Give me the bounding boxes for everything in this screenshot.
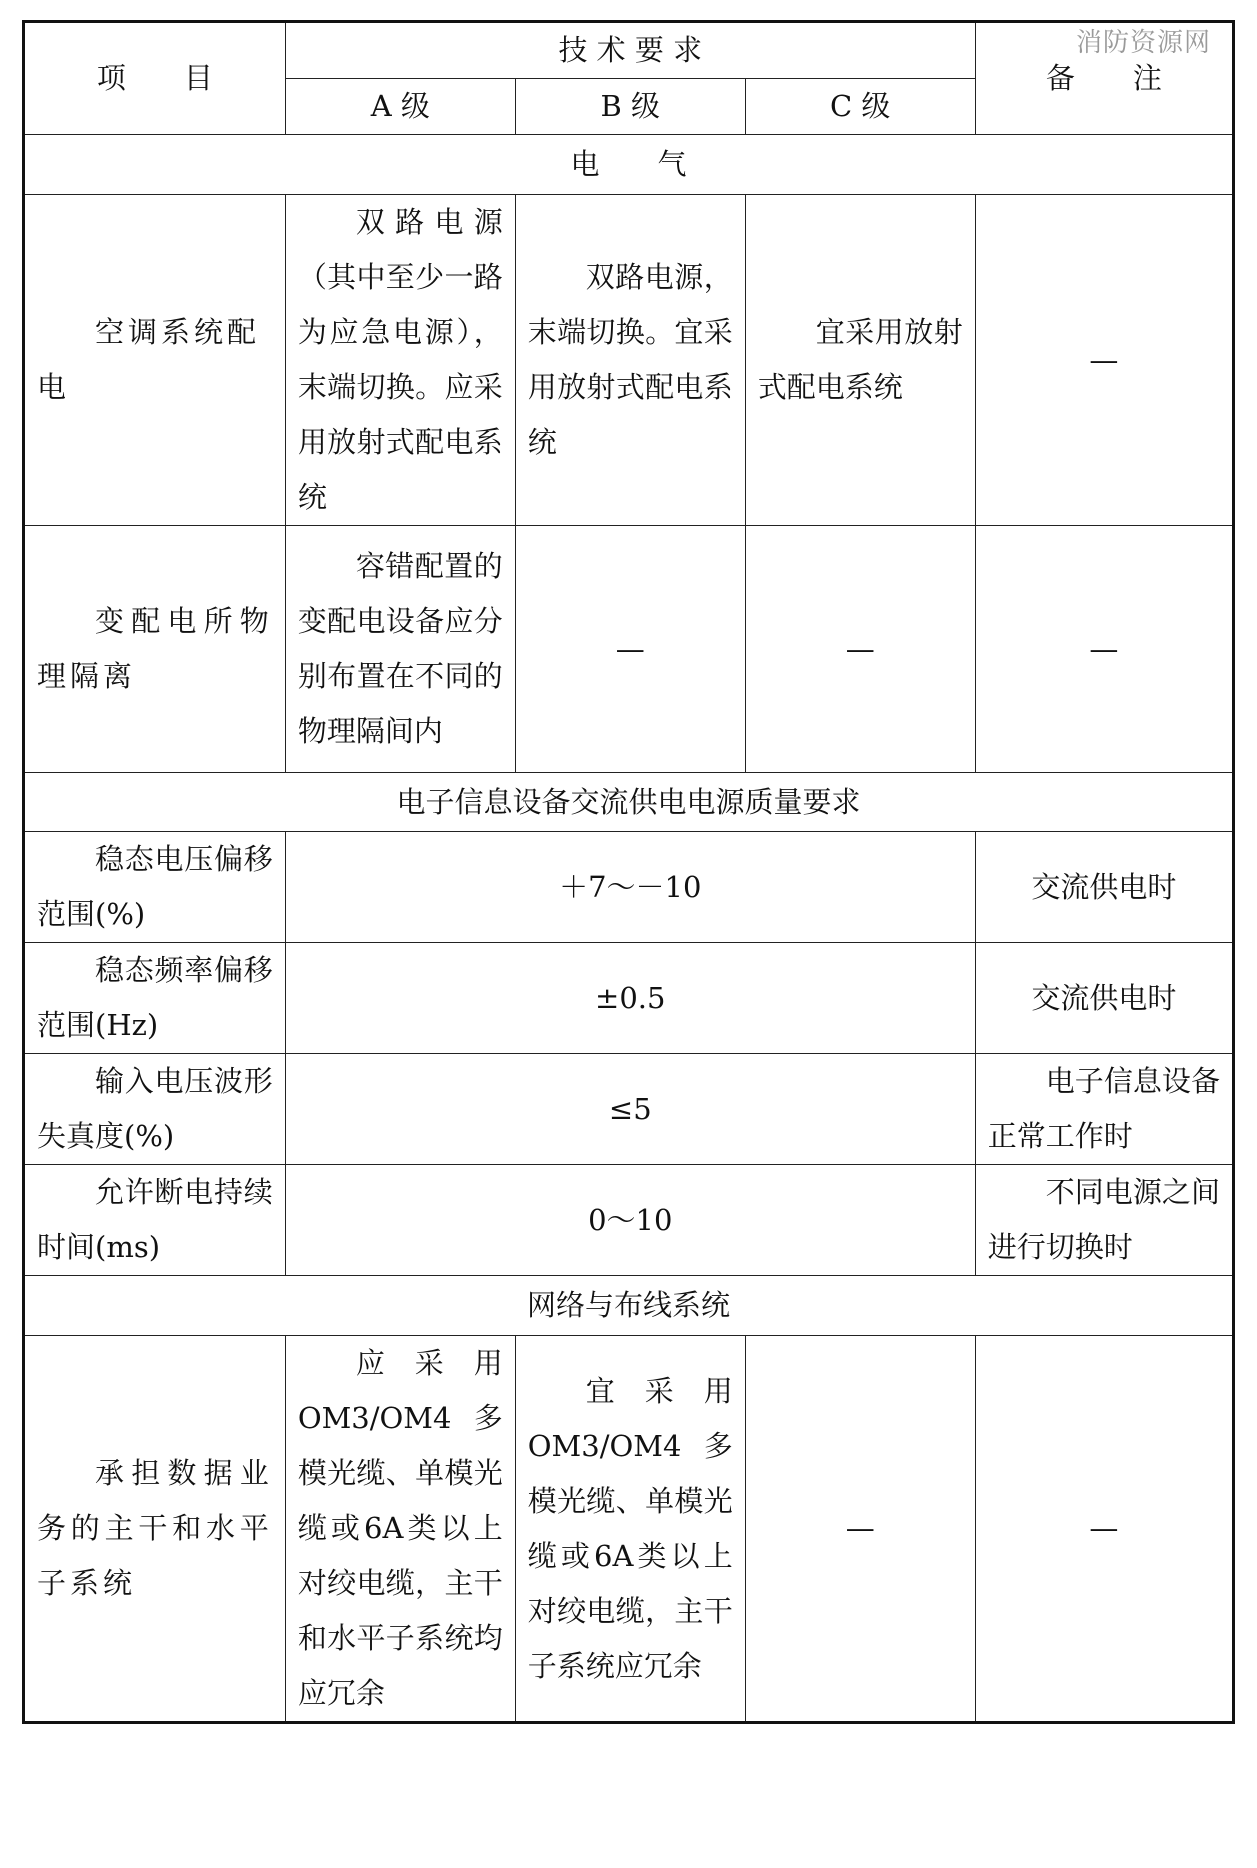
row-voltage: [24, 832, 1234, 943]
header-level-b: B 级: [515, 79, 745, 135]
cell-level-a: 容错配置的变配电设备应分别布置在不同的物理隔间内: [285, 526, 515, 773]
header-item: 项 目: [24, 22, 286, 135]
cell-level-b: 双路电源，末端切换。宜采用放射式配电系统: [515, 195, 745, 526]
section-title: 网络与布线系统: [24, 1276, 1234, 1336]
cell-level-b: —: [515, 526, 745, 773]
section-title: 电 气: [24, 135, 1234, 195]
cell-level-a: 双路电源（其中至少一路为应急电源），末端切换。应采用放射式配电系统: [285, 195, 515, 526]
cell-remark: —: [975, 1336, 1233, 1723]
header-level-c: C 级: [745, 79, 975, 135]
cell-level-c: 宜采用放射式配电系统: [745, 195, 975, 526]
row-item: 稳态电压偏移范围(%): [24, 832, 286, 943]
header-tech-requirements: 技 术 要 求: [285, 22, 975, 79]
cell-remark: —: [975, 526, 1233, 773]
section-power-quality: [24, 773, 1234, 832]
header-level-a: A 级: [285, 79, 515, 135]
cell-remark: 电子信息设备正常工作时: [975, 1054, 1233, 1165]
cell-level-a: 应采用OM3/OM4多模光缆、单模光缆或6A类以上对绞电缆，主干和水平子系统均应冗余: [285, 1336, 515, 1723]
requirements-table: [22, 20, 1235, 1724]
row-item: 变配电所物理隔离: [24, 526, 286, 773]
header-row: [24, 22, 1234, 79]
watermark: 消防资源网: [1076, 28, 1212, 58]
cell-level-c: —: [745, 1336, 975, 1723]
cell-value: ＋7～－10: [285, 832, 975, 943]
row-ac-power: [24, 195, 1234, 526]
section-network: [24, 1276, 1234, 1336]
section-title: 电子信息设备交流供电电源质量要求: [24, 773, 1234, 832]
cell-remark: 不同电源之间进行切换时: [975, 1165, 1233, 1276]
row-distortion: [24, 1054, 1234, 1165]
cell-level-b: 宜采用OM3/OM4多模光缆、单模光缆或6A类以上对绞电缆，主干子系统应冗余: [515, 1336, 745, 1723]
cell-value: ±0.5: [285, 943, 975, 1054]
row-item: 允许断电持续时间(ms): [24, 1165, 286, 1276]
row-item: 稳态频率偏移范围(Hz): [24, 943, 286, 1054]
row-item: 承担数据业务的主干和水平子系统: [24, 1336, 286, 1723]
cell-value: ≤5: [285, 1054, 975, 1165]
cell-remark: 交流供电时: [975, 832, 1233, 943]
header-remark: 备 注: [975, 22, 1233, 135]
cell-remark: 交流供电时: [975, 943, 1233, 1054]
row-item: 输入电压波形失真度(%): [24, 1054, 286, 1165]
cell-level-c: —: [745, 526, 975, 773]
cell-remark: —: [975, 195, 1233, 526]
row-interruption: [24, 1165, 1234, 1276]
section-electrical: [24, 135, 1234, 195]
cell-value: 0～10: [285, 1165, 975, 1276]
row-frequency: [24, 943, 1234, 1054]
row-substation: [24, 526, 1234, 773]
row-item: 空调系统配电: [24, 195, 286, 526]
row-backbone: [24, 1336, 1234, 1723]
